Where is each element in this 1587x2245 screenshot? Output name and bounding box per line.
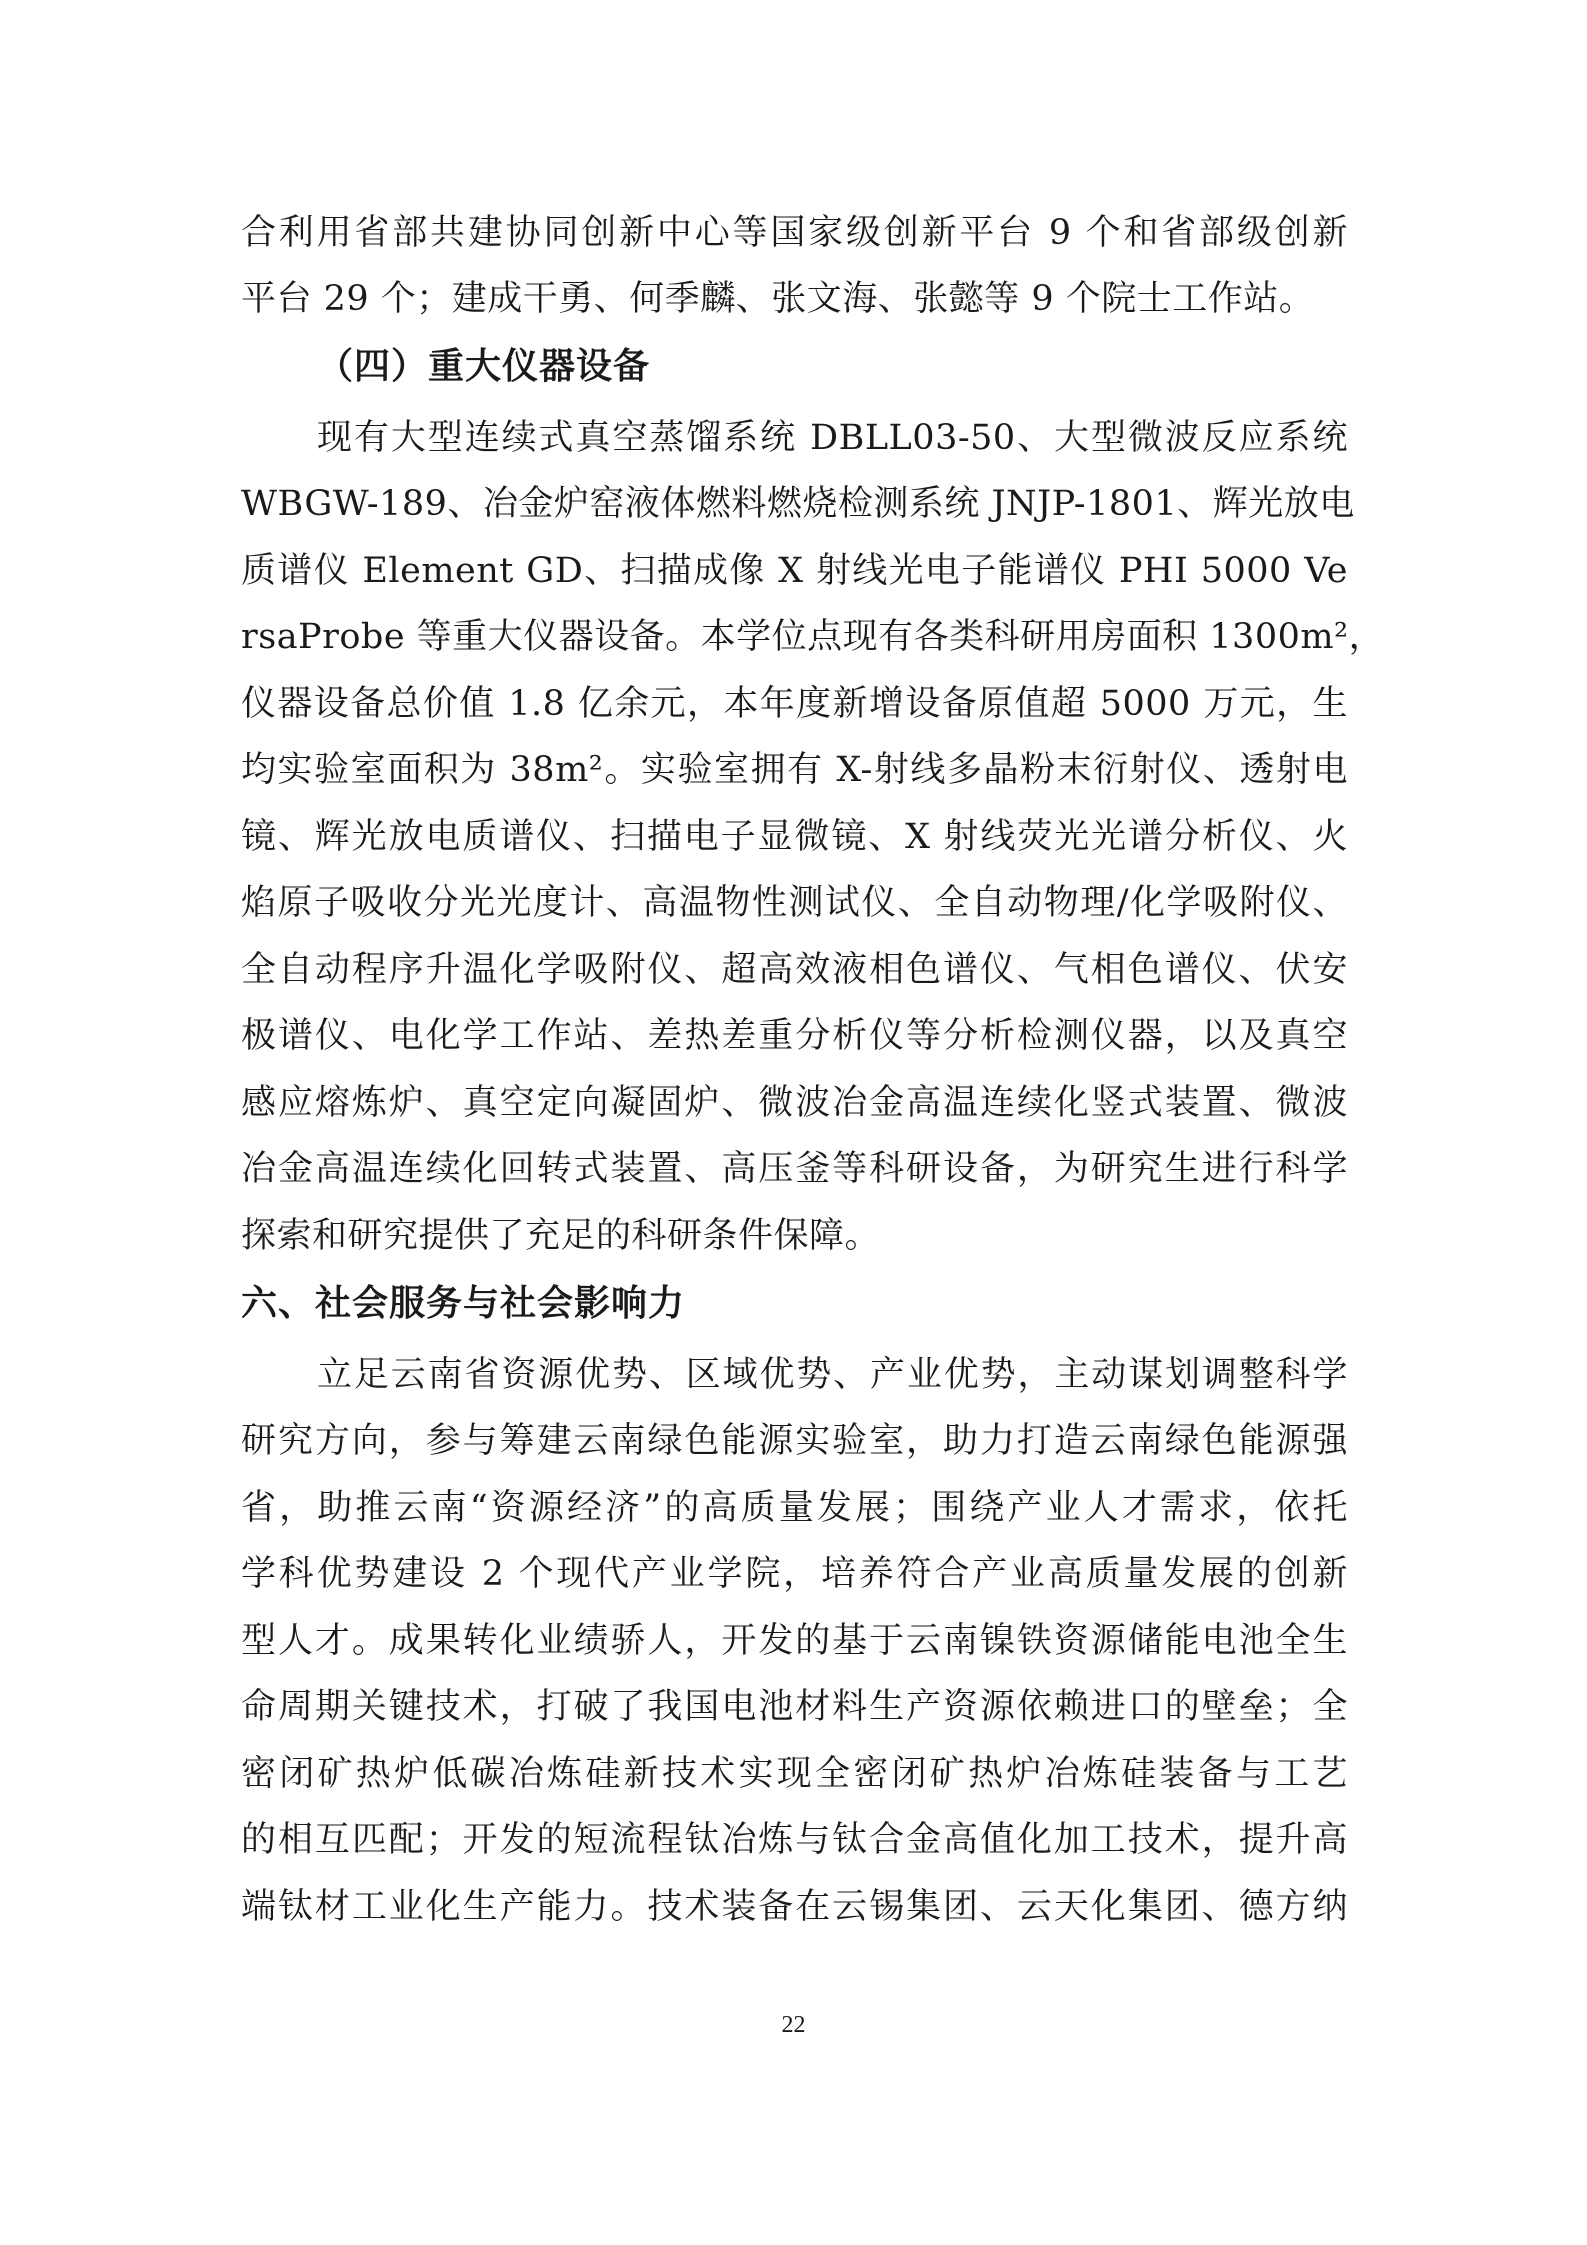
body-line: 现有大型连续式真空蒸馏系统 DBLL03-50、大型微波反应系统 <box>317 418 1348 458</box>
body-line: WBGW-189、冶金炉窑液体燃料燃烧检测系统 JNJP-1801、辉光放电 <box>241 484 1355 524</box>
body-line: 质谱仪 Element GD、扫描成像 X 射线光电子能谱仪 PHI 5000 Ve <box>241 551 1348 591</box>
body-line: 均实验室面积为 38m²。实验室拥有 X-射线多晶粉末衍射仪、透射电 <box>241 750 1348 790</box>
page-number: 22 <box>781 2012 806 2038</box>
body-line: 冶金高温连续化回转式装置、高压釜等科研设备，为研究生进行科学 <box>241 1149 1348 1189</box>
body-line: 焰原子吸收分光光度计、高温物性测试仪、全自动物理/化学吸附仪、 <box>241 883 1348 923</box>
body-line: 极谱仪、电化学工作站、差热差重分析仪等分析检测仪器，以及真空 <box>241 1016 1348 1056</box>
body-line: 学科优势建设 2 个现代产业学院，培养符合产业高质量发展的创新 <box>241 1554 1348 1594</box>
body-line: 型人才。成果转化业绩骄人，开发的基于云南镍铁资源储能电池全生 <box>241 1621 1348 1661</box>
body-line: 探索和研究提供了充足的科研条件保障。 <box>241 1216 881 1256</box>
body-line: 研究方向，参与筹建云南绿色能源实验室，助力打造云南绿色能源强 <box>241 1421 1348 1461</box>
body-line: 合利用省部共建协同创新中心等国家级创新平台 9 个和省部级创新 <box>241 213 1348 253</box>
body-line: 感应熔炼炉、真空定向凝固炉、微波冶金高温连续化竖式装置、微波 <box>241 1083 1348 1123</box>
body-line: 的相互匹配；开发的短流程钛冶炼与钛合金高值化加工技术，提升高 <box>241 1820 1348 1860</box>
body-line: 密闭矿热炉低碳冶炼硅新技术实现全密闭矿热炉冶炼硅装备与工艺 <box>241 1754 1348 1794</box>
body-line: 全自动程序升温化学吸附仪、超高效液相色谱仪、气相色谱仪、伏安 <box>241 950 1348 990</box>
body-line: 省，助推云南“资源经济”的高质量发展；围绕产业人才需求，依托 <box>241 1488 1348 1528</box>
body-line: 命周期关键技术，打破了我国电池材料生产资源依赖进口的壁垒；全 <box>241 1687 1348 1727</box>
body-line: 平台 29 个；建成干勇、何季麟、张文海、张懿等 9 个院士工作站。 <box>241 279 1315 319</box>
body-line: 仪器设备总价值 1.8 亿余元，本年度新增设备原值超 5000 万元，生 <box>241 684 1348 724</box>
body-line: 端钛材工业化生产能力。技术装备在云锡集团、云天化集团、德方纳 <box>241 1887 1348 1927</box>
body-line: 镜、辉光放电质谱仪、扫描电子显微镜、X 射线荧光光谱分析仪、火 <box>241 817 1348 857</box>
section-subheading: （四）重大仪器设备 <box>317 346 651 387</box>
section-heading: 六、社会服务与社会影响力 <box>241 1283 686 1324</box>
body-line: 立足云南省资源优势、区域优势、产业优势，主动谋划调整科学 <box>317 1355 1348 1395</box>
body-line: rsaProbe 等重大仪器设备。本学位点现有各类科研用房面积 1300m²， <box>241 617 1385 657</box>
